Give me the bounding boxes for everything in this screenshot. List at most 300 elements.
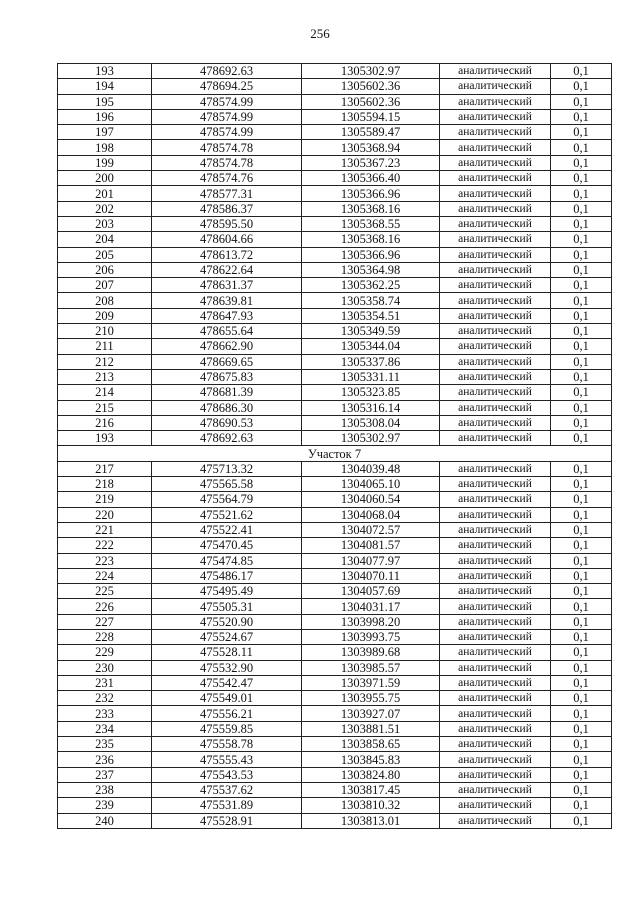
table-row — [58, 553, 612, 568]
point-number-cell: 220 — [58, 507, 152, 522]
table-row — [58, 461, 612, 476]
table-row — [58, 798, 612, 813]
x-coordinate-cell: 478595.50 — [152, 216, 302, 231]
y-coordinate-cell: 1303998.20 — [302, 614, 440, 629]
error-cell: 0,1 — [551, 339, 612, 354]
y-coordinate-cell: 1303989.68 — [302, 645, 440, 660]
table-row — [58, 369, 612, 384]
y-coordinate-cell: 1303858.65 — [302, 737, 440, 752]
error-cell: 0,1 — [551, 109, 612, 124]
x-coordinate-cell: 478694.25 — [152, 79, 302, 94]
method-cell: аналитический — [440, 201, 551, 216]
error-cell: 0,1 — [551, 308, 612, 323]
point-number-cell: 213 — [58, 369, 152, 384]
table-row — [58, 201, 612, 216]
table-row — [58, 293, 612, 308]
y-coordinate-cell: 1305354.51 — [302, 308, 440, 323]
error-cell: 0,1 — [551, 125, 612, 140]
x-coordinate-cell: 478604.66 — [152, 232, 302, 247]
table-row — [58, 354, 612, 369]
table-row — [58, 584, 612, 599]
x-coordinate-cell: 478574.78 — [152, 140, 302, 155]
error-cell: 0,1 — [551, 629, 612, 644]
table-row — [58, 140, 612, 155]
method-cell: аналитический — [440, 477, 551, 492]
error-cell: 0,1 — [551, 461, 612, 476]
table-row — [58, 706, 612, 721]
error-cell: 0,1 — [551, 767, 612, 782]
method-cell: аналитический — [440, 599, 551, 614]
x-coordinate-cell: 475556.21 — [152, 706, 302, 721]
y-coordinate-cell: 1303813.01 — [302, 813, 440, 828]
table-row — [58, 79, 612, 94]
method-cell: аналитический — [440, 721, 551, 736]
method-cell: аналитический — [440, 706, 551, 721]
method-cell: аналитический — [440, 64, 551, 79]
error-cell: 0,1 — [551, 232, 612, 247]
x-coordinate-cell: 475522.41 — [152, 522, 302, 537]
point-number-cell: 201 — [58, 186, 152, 201]
method-cell: аналитический — [440, 461, 551, 476]
point-number-cell: 209 — [58, 308, 152, 323]
y-coordinate-cell: 1303955.75 — [302, 691, 440, 706]
method-cell: аналитический — [440, 140, 551, 155]
point-number-cell: 214 — [58, 385, 152, 400]
table-row — [58, 155, 612, 170]
error-cell: 0,1 — [551, 477, 612, 492]
error-cell: 0,1 — [551, 553, 612, 568]
error-cell: 0,1 — [551, 492, 612, 507]
y-coordinate-cell: 1305302.97 — [302, 64, 440, 79]
table-row — [58, 477, 612, 492]
y-coordinate-cell: 1304072.57 — [302, 522, 440, 537]
y-coordinate-cell: 1304031.17 — [302, 599, 440, 614]
method-cell: аналитический — [440, 262, 551, 277]
y-coordinate-cell: 1304065.10 — [302, 477, 440, 492]
point-number-cell: 215 — [58, 400, 152, 415]
table-row — [58, 339, 612, 354]
x-coordinate-cell: 475542.47 — [152, 675, 302, 690]
table-row — [58, 385, 612, 400]
table-row — [58, 813, 612, 828]
table-row — [58, 507, 612, 522]
error-cell: 0,1 — [551, 171, 612, 186]
error-cell: 0,1 — [551, 568, 612, 583]
method-cell: аналитический — [440, 385, 551, 400]
table-row — [58, 767, 612, 782]
method-cell: аналитический — [440, 308, 551, 323]
y-coordinate-cell: 1305367.23 — [302, 155, 440, 170]
table-row — [58, 125, 612, 140]
table-row — [58, 522, 612, 537]
method-cell: аналитический — [440, 79, 551, 94]
error-cell: 0,1 — [551, 752, 612, 767]
table-row — [58, 278, 612, 293]
y-coordinate-cell: 1303881.51 — [302, 721, 440, 736]
point-number-cell: 223 — [58, 553, 152, 568]
error-cell: 0,1 — [551, 522, 612, 537]
error-cell: 0,1 — [551, 369, 612, 384]
error-cell: 0,1 — [551, 216, 612, 231]
point-number-cell: 221 — [58, 522, 152, 537]
y-coordinate-cell: 1303817.45 — [302, 782, 440, 797]
method-cell: аналитический — [440, 645, 551, 660]
error-cell: 0,1 — [551, 721, 612, 736]
x-coordinate-cell: 475532.90 — [152, 660, 302, 675]
x-coordinate-cell: 478574.99 — [152, 94, 302, 109]
error-cell: 0,1 — [551, 813, 612, 828]
y-coordinate-cell: 1304077.97 — [302, 553, 440, 568]
table-row — [58, 216, 612, 231]
y-coordinate-cell: 1305316.14 — [302, 400, 440, 415]
error-cell: 0,1 — [551, 706, 612, 721]
method-cell: аналитический — [440, 767, 551, 782]
error-cell: 0,1 — [551, 798, 612, 813]
x-coordinate-cell: 478669.65 — [152, 354, 302, 369]
y-coordinate-cell: 1305368.55 — [302, 216, 440, 231]
x-coordinate-cell: 475528.91 — [152, 813, 302, 828]
coordinates-table — [57, 63, 612, 829]
point-number-cell: 218 — [58, 477, 152, 492]
y-coordinate-cell: 1305349.59 — [302, 324, 440, 339]
table-row — [58, 64, 612, 79]
error-cell: 0,1 — [551, 94, 612, 109]
x-coordinate-cell: 475505.31 — [152, 599, 302, 614]
point-number-cell: 194 — [58, 79, 152, 94]
point-number-cell: 235 — [58, 737, 152, 752]
y-coordinate-cell: 1305331.11 — [302, 369, 440, 384]
error-cell: 0,1 — [551, 737, 612, 752]
point-number-cell: 193 — [58, 64, 152, 79]
method-cell: аналитический — [440, 629, 551, 644]
point-number-cell: 206 — [58, 262, 152, 277]
table-row — [58, 186, 612, 201]
point-number-cell: 210 — [58, 324, 152, 339]
x-coordinate-cell: 478647.93 — [152, 308, 302, 323]
error-cell: 0,1 — [551, 538, 612, 553]
y-coordinate-cell: 1305302.97 — [302, 431, 440, 446]
method-cell: аналитический — [440, 186, 551, 201]
method-cell: аналитический — [440, 232, 551, 247]
x-coordinate-cell: 478574.99 — [152, 125, 302, 140]
y-coordinate-cell: 1305368.16 — [302, 232, 440, 247]
table-row — [58, 171, 612, 186]
error-cell: 0,1 — [551, 431, 612, 446]
x-coordinate-cell: 478574.76 — [152, 171, 302, 186]
x-coordinate-cell: 478639.81 — [152, 293, 302, 308]
error-cell: 0,1 — [551, 400, 612, 415]
method-cell: аналитический — [440, 109, 551, 124]
x-coordinate-cell: 478692.63 — [152, 64, 302, 79]
point-number-cell: 239 — [58, 798, 152, 813]
y-coordinate-cell: 1305366.96 — [302, 186, 440, 201]
table-row — [58, 247, 612, 262]
point-number-cell: 216 — [58, 415, 152, 430]
y-coordinate-cell: 1304070.11 — [302, 568, 440, 583]
x-coordinate-cell: 478662.90 — [152, 339, 302, 354]
x-coordinate-cell: 475537.62 — [152, 782, 302, 797]
x-coordinate-cell: 475495.49 — [152, 584, 302, 599]
table-row — [58, 599, 612, 614]
point-number-cell: 204 — [58, 232, 152, 247]
error-cell: 0,1 — [551, 507, 612, 522]
table-row — [58, 752, 612, 767]
x-coordinate-cell: 478574.78 — [152, 155, 302, 170]
y-coordinate-cell: 1304068.04 — [302, 507, 440, 522]
table-row — [58, 109, 612, 124]
point-number-cell: 200 — [58, 171, 152, 186]
table-row — [58, 431, 612, 446]
y-coordinate-cell: 1303927.07 — [302, 706, 440, 721]
method-cell: аналитический — [440, 691, 551, 706]
x-coordinate-cell: 475486.17 — [152, 568, 302, 583]
point-number-cell: 205 — [58, 247, 152, 262]
method-cell: аналитический — [440, 278, 551, 293]
y-coordinate-cell: 1305323.85 — [302, 385, 440, 400]
y-coordinate-cell: 1305368.16 — [302, 201, 440, 216]
method-cell: аналитический — [440, 553, 551, 568]
method-cell: аналитический — [440, 247, 551, 262]
y-coordinate-cell: 1305364.98 — [302, 262, 440, 277]
error-cell: 0,1 — [551, 247, 612, 262]
method-cell: аналитический — [440, 614, 551, 629]
method-cell: аналитический — [440, 568, 551, 583]
point-number-cell: 199 — [58, 155, 152, 170]
table-row — [58, 645, 612, 660]
error-cell: 0,1 — [551, 584, 612, 599]
method-cell: аналитический — [440, 798, 551, 813]
point-number-cell: 234 — [58, 721, 152, 736]
error-cell: 0,1 — [551, 614, 612, 629]
x-coordinate-cell: 475558.78 — [152, 737, 302, 752]
x-coordinate-cell: 478577.31 — [152, 186, 302, 201]
error-cell: 0,1 — [551, 354, 612, 369]
method-cell: аналитический — [440, 752, 551, 767]
section-header — [58, 446, 612, 461]
point-number-cell: 228 — [58, 629, 152, 644]
x-coordinate-cell: 475555.43 — [152, 752, 302, 767]
y-coordinate-cell: 1305594.15 — [302, 109, 440, 124]
x-coordinate-cell: 475528.11 — [152, 645, 302, 660]
error-cell: 0,1 — [551, 262, 612, 277]
table-row — [58, 721, 612, 736]
point-number-cell: 197 — [58, 125, 152, 140]
x-coordinate-cell: 475470.45 — [152, 538, 302, 553]
method-cell: аналитический — [440, 431, 551, 446]
point-number-cell: 229 — [58, 645, 152, 660]
y-coordinate-cell: 1304039.48 — [302, 461, 440, 476]
error-cell: 0,1 — [551, 140, 612, 155]
x-coordinate-cell: 475565.58 — [152, 477, 302, 492]
method-cell: аналитический — [440, 155, 551, 170]
table-row — [58, 568, 612, 583]
x-coordinate-cell: 475549.01 — [152, 691, 302, 706]
table-row — [58, 675, 612, 690]
x-coordinate-cell: 475524.67 — [152, 629, 302, 644]
method-cell: аналитический — [440, 675, 551, 690]
error-cell: 0,1 — [551, 155, 612, 170]
table-row — [58, 660, 612, 675]
error-cell: 0,1 — [551, 201, 612, 216]
method-cell: аналитический — [440, 415, 551, 430]
method-cell: аналитический — [440, 813, 551, 828]
method-cell: аналитический — [440, 171, 551, 186]
x-coordinate-cell: 478631.37 — [152, 278, 302, 293]
x-coordinate-cell: 475543.53 — [152, 767, 302, 782]
section-title: Участок 7 — [58, 446, 612, 461]
table-row — [58, 308, 612, 323]
x-coordinate-cell: 478690.53 — [152, 415, 302, 430]
section-row — [58, 446, 612, 461]
error-cell: 0,1 — [551, 675, 612, 690]
table-row — [58, 782, 612, 797]
x-coordinate-cell: 478686.30 — [152, 400, 302, 415]
y-coordinate-cell: 1304081.57 — [302, 538, 440, 553]
error-cell: 0,1 — [551, 415, 612, 430]
point-number-cell: 226 — [58, 599, 152, 614]
x-coordinate-cell: 475559.85 — [152, 721, 302, 736]
point-number-cell: 225 — [58, 584, 152, 599]
error-cell: 0,1 — [551, 599, 612, 614]
error-cell: 0,1 — [551, 782, 612, 797]
y-coordinate-cell: 1305366.96 — [302, 247, 440, 262]
y-coordinate-cell: 1305344.04 — [302, 339, 440, 354]
table-body-after — [58, 461, 612, 828]
table-row — [58, 538, 612, 553]
y-coordinate-cell: 1304060.54 — [302, 492, 440, 507]
method-cell: аналитический — [440, 125, 551, 140]
point-number-cell: 195 — [58, 94, 152, 109]
method-cell: аналитический — [440, 324, 551, 339]
y-coordinate-cell: 1303824.80 — [302, 767, 440, 782]
point-number-cell: 203 — [58, 216, 152, 231]
y-coordinate-cell: 1303845.83 — [302, 752, 440, 767]
point-number-cell: 211 — [58, 339, 152, 354]
error-cell: 0,1 — [551, 660, 612, 675]
method-cell: аналитический — [440, 522, 551, 537]
x-coordinate-cell: 478675.83 — [152, 369, 302, 384]
point-number-cell: 240 — [58, 813, 152, 828]
method-cell: аналитический — [440, 584, 551, 599]
error-cell: 0,1 — [551, 186, 612, 201]
table-row — [58, 614, 612, 629]
point-number-cell: 232 — [58, 691, 152, 706]
point-number-cell: 193 — [58, 431, 152, 446]
method-cell: аналитический — [440, 507, 551, 522]
point-number-cell: 217 — [58, 461, 152, 476]
table-row — [58, 262, 612, 277]
y-coordinate-cell: 1303810.32 — [302, 798, 440, 813]
method-cell: аналитический — [440, 737, 551, 752]
table-row — [58, 415, 612, 430]
y-coordinate-cell: 1305368.94 — [302, 140, 440, 155]
x-coordinate-cell: 475520.90 — [152, 614, 302, 629]
error-cell: 0,1 — [551, 324, 612, 339]
y-coordinate-cell: 1305308.04 — [302, 415, 440, 430]
point-number-cell: 208 — [58, 293, 152, 308]
x-coordinate-cell: 478655.64 — [152, 324, 302, 339]
error-cell: 0,1 — [551, 645, 612, 660]
table-body-before — [58, 64, 612, 446]
method-cell: аналитический — [440, 94, 551, 109]
error-cell: 0,1 — [551, 691, 612, 706]
point-number-cell: 230 — [58, 660, 152, 675]
method-cell: аналитический — [440, 492, 551, 507]
x-coordinate-cell: 478622.64 — [152, 262, 302, 277]
point-number-cell: 227 — [58, 614, 152, 629]
point-number-cell: 212 — [58, 354, 152, 369]
point-number-cell: 231 — [58, 675, 152, 690]
method-cell: аналитический — [440, 339, 551, 354]
y-coordinate-cell: 1305337.86 — [302, 354, 440, 369]
method-cell: аналитический — [440, 660, 551, 675]
error-cell: 0,1 — [551, 79, 612, 94]
y-coordinate-cell: 1305362.25 — [302, 278, 440, 293]
point-number-cell: 224 — [58, 568, 152, 583]
error-cell: 0,1 — [551, 293, 612, 308]
y-coordinate-cell: 1305602.36 — [302, 79, 440, 94]
table-row — [58, 629, 612, 644]
y-coordinate-cell: 1305602.36 — [302, 94, 440, 109]
x-coordinate-cell: 475564.79 — [152, 492, 302, 507]
method-cell: аналитический — [440, 369, 551, 384]
y-coordinate-cell: 1304057.69 — [302, 584, 440, 599]
y-coordinate-cell: 1303971.59 — [302, 675, 440, 690]
point-number-cell: 202 — [58, 201, 152, 216]
x-coordinate-cell: 475474.85 — [152, 553, 302, 568]
point-number-cell: 196 — [58, 109, 152, 124]
method-cell: аналитический — [440, 538, 551, 553]
page-number: 256 — [310, 26, 330, 41]
point-number-cell: 219 — [58, 492, 152, 507]
y-coordinate-cell: 1305358.74 — [302, 293, 440, 308]
method-cell: аналитический — [440, 354, 551, 369]
table-row — [58, 94, 612, 109]
table-row — [58, 737, 612, 752]
method-cell: аналитический — [440, 400, 551, 415]
y-coordinate-cell: 1305366.40 — [302, 171, 440, 186]
method-cell: аналитический — [440, 293, 551, 308]
x-coordinate-cell: 475531.89 — [152, 798, 302, 813]
point-number-cell: 237 — [58, 767, 152, 782]
x-coordinate-cell: 475521.62 — [152, 507, 302, 522]
x-coordinate-cell: 478586.37 — [152, 201, 302, 216]
table-row — [58, 324, 612, 339]
point-number-cell: 207 — [58, 278, 152, 293]
method-cell: аналитический — [440, 782, 551, 797]
table-row — [58, 232, 612, 247]
point-number-cell: 238 — [58, 782, 152, 797]
error-cell: 0,1 — [551, 385, 612, 400]
point-number-cell: 198 — [58, 140, 152, 155]
error-cell: 0,1 — [551, 278, 612, 293]
point-number-cell: 222 — [58, 538, 152, 553]
method-cell: аналитический — [440, 216, 551, 231]
table-row — [58, 691, 612, 706]
x-coordinate-cell: 478613.72 — [152, 247, 302, 262]
error-cell: 0,1 — [551, 64, 612, 79]
x-coordinate-cell: 478692.63 — [152, 431, 302, 446]
y-coordinate-cell: 1303993.75 — [302, 629, 440, 644]
x-coordinate-cell: 478574.99 — [152, 109, 302, 124]
y-coordinate-cell: 1303985.57 — [302, 660, 440, 675]
table-row — [58, 400, 612, 415]
y-coordinate-cell: 1305589.47 — [302, 125, 440, 140]
point-number-cell: 236 — [58, 752, 152, 767]
x-coordinate-cell: 478681.39 — [152, 385, 302, 400]
table-row — [58, 492, 612, 507]
point-number-cell: 233 — [58, 706, 152, 721]
